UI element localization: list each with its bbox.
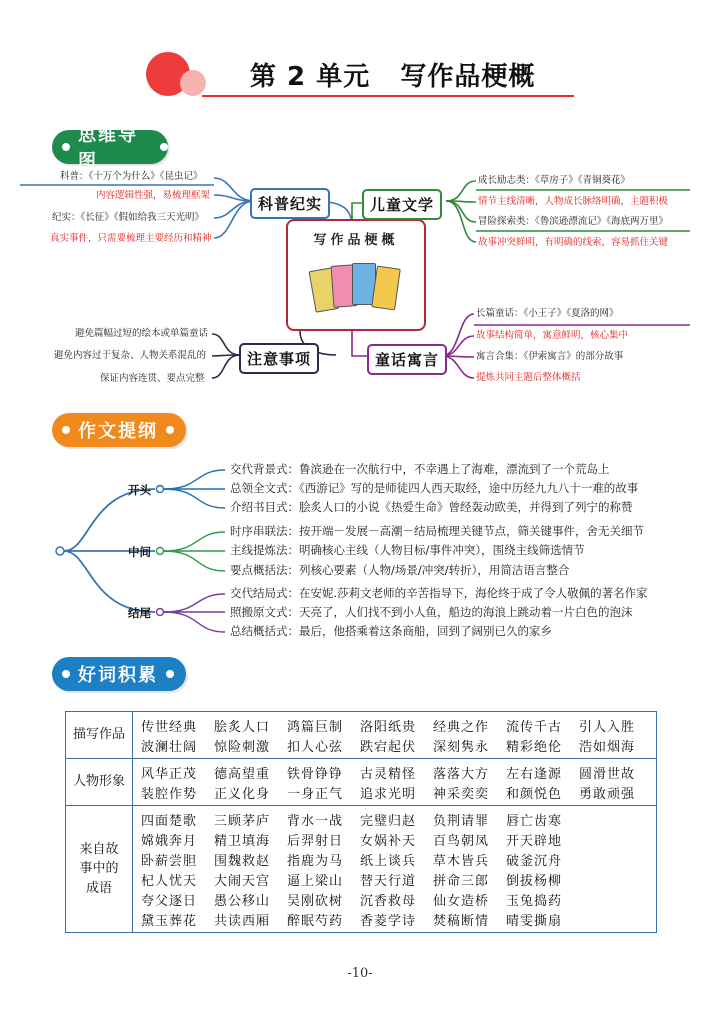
vocab-word: 醉眠芍药 [287,913,344,929]
leaf-text: 内容逻辑性强，易梳理框架 [96,190,211,201]
leaf-text: 成长励志类：《草房子》《青铜葵花》 [478,175,631,186]
vocab-word: 围魏救赵 [214,853,271,869]
vocab-word: 三顾茅庐 [214,813,271,829]
vocab-word: 德高望重 [214,766,271,782]
vocab-word: 共读西厢 [214,913,271,929]
vocab-word: 流传千古 [506,719,563,735]
outline-item: 交代背景式：鲁滨逊在一次航行中，不幸遇上了海难，漂流到了一个荒岛上 [230,462,610,476]
vocab-word: 逼上梁山 [287,873,344,889]
vocab-word: 脍炙人口 [214,719,271,735]
pill-dot-icon [166,426,174,434]
outline-group-label: 中间 [128,545,151,559]
table-row [66,759,657,806]
vocab-word: 跌宕起伏 [360,739,417,755]
outline-item: 交代结局式：在安妮.莎莉文老师的辛苦指导下，海伦终于成了令人敬佩的著名作家 [230,586,648,600]
vocab-category: 描写作品 [66,712,133,759]
leaf-text: 纪实：《长征》《假如给我三天光明》 [52,212,205,223]
vocab-word: 杞人忧天 [141,873,198,889]
vocab-word-row [141,715,652,735]
vocab-word: 惊险刺激 [214,739,271,755]
title-decoration-dot-small [180,70,206,96]
leaf-text: 情节主线清晰，人物成长脉络明确，主题积极 [478,196,669,207]
vocab-word: 装腔作势 [141,786,198,802]
vocab-word: 负荆请罪 [433,813,490,829]
vocab-word: 香菱学诗 [360,913,417,929]
book-cover-icon [371,266,401,311]
mindmap-center-title: 写作品梗概 [313,233,399,248]
vocab-word: 拼命三郎 [433,873,490,889]
outline-item: 时序串联法：按开端－发展－高潮－结局梳理关键节点，筛关键事件，舍无关细节 [230,524,644,538]
vocab-word: 破釜沉舟 [506,853,563,869]
section-outline-label: 作文提纲 [78,421,158,442]
vocab-word: 女娲补天 [360,833,417,849]
vocab-word: 黛玉葬花 [141,913,198,929]
pill-dot-icon [62,670,70,678]
vocab-word: 追求光明 [360,786,417,802]
vocab-word: 四面楚歌 [141,813,198,829]
leaf-text: 故事结构简单，寓意鲜明，核心集中 [476,330,629,341]
vocab-word: 勇敢顽强 [579,786,636,802]
vocab-word: 正义化身 [214,786,271,802]
section-vocab-label: 好词积累 [78,665,158,686]
vocab-word: 一身正气 [287,786,344,802]
vocab-word: 鸿篇巨制 [287,719,344,735]
mindmap-center-box [286,219,426,331]
section-vocab-pill [52,657,186,691]
section-outline-pill [52,413,186,447]
vocab-word: 经典之作 [433,719,490,735]
vocab-table [65,711,657,933]
vocab-word: 引人入胜 [579,719,636,735]
leaf-text: 寓言合集：《伊索寓言》的部分故事 [476,351,624,362]
outline-item: 总结概括式：最后，他搭乘着这条商船，回到了阔别已久的家乡 [230,624,552,638]
page-title: 第 2 单元 写作品梗概 [250,62,536,92]
vocab-word: 大闹天宫 [214,873,271,889]
vocab-word: 背水一战 [287,813,344,829]
page-number: -10- [347,966,373,981]
leaf-text: 故事冲突鲜明，有明确的线索，容易抓住关键 [478,237,669,248]
vocab-word-row [141,809,652,829]
branch-notes: 注意事项 [239,343,319,374]
vocab-word: 沉香救母 [360,893,417,909]
vocab-word: 精卫填海 [214,833,271,849]
outline-group-label: 开头 [128,483,151,497]
section-mindmap-pill [52,125,168,172]
vocab-words [133,712,657,759]
vocab-word: 古灵精怪 [360,766,417,782]
vocab-word: 仙女造桥 [433,893,490,909]
outline-item: 照搬原文式：天亮了，人们找不到小人鱼，船边的海浪上跳动着一片白色的泡沫 [230,605,633,619]
leaf-text: 科普：《十万个为什么》《昆虫记》 [60,171,203,182]
vocab-word: 夸父逐日 [141,893,198,909]
vocab-word: 唇亡齿寒 [506,813,563,829]
vocab-word: 愚公移山 [214,893,271,909]
vocab-word: 扣人心弦 [287,739,344,755]
outline-item: 介绍书目式：脍炙人口的小说《热爱生命》曾经轰动欧美，并得到了列宁的称赞 [230,500,633,514]
vocab-word: 焚稿断情 [433,913,490,929]
vocab-word: 玉兔捣药 [506,893,563,909]
table-row [66,806,657,933]
vocab-word: 精彩绝伦 [506,739,563,755]
leaf-text: 避免内容过于复杂、人物关系混乱的 [54,350,207,361]
vocab-word: 指鹿为马 [287,853,344,869]
section-mindmap-label: 思维导图 [78,125,138,172]
vocab-word-row [141,735,652,755]
vocab-word: 神采奕奕 [433,786,490,802]
vocab-word-row [141,869,652,889]
leaf-text: 避免篇幅过短的绘本或单篇童话 [75,328,209,339]
vocab-words [133,806,657,933]
outline-item: 主线提炼法：明确核心主线（人物目标/事件冲突），围绕主线筛选情节 [230,543,585,557]
vocab-word: 替天行道 [360,873,417,889]
leaf-text: 长篇童话：《小王子》《夏洛的网》 [476,308,619,319]
pill-dot-icon [160,143,168,151]
vocab-word: 波澜壮阔 [141,739,198,755]
title-underline [202,95,574,97]
outline-group-label: 结尾 [128,606,151,620]
vocab-words [133,759,657,806]
vocab-word: 和颜悦色 [506,786,563,802]
branch-fairy-tales-fables: 童话寓言 [367,344,447,375]
vocab-word: 圆滑世故 [579,766,636,782]
vocab-word: 风华正茂 [141,766,198,782]
vocab-word-row [141,762,652,782]
vocab-category: 来自故事中的成语 [66,806,133,933]
vocab-word: 卧薪尝胆 [141,853,198,869]
branch-children-literature: 儿童文学 [362,189,442,220]
vocab-word: 倒拔杨柳 [506,873,563,889]
leaf-text: 冒险探索类：《鲁滨逊漂流记》《海底两万里》 [478,216,669,227]
vocab-word: 晴雯撕扇 [506,913,563,929]
vocab-word-row [141,889,652,909]
pill-dot-icon [62,143,70,151]
vocab-word: 洛阳纸贵 [360,719,417,735]
vocab-word: 完璧归赵 [360,813,417,829]
vocab-category: 人物形象 [66,759,133,806]
vocab-word: 浩如烟海 [579,739,636,755]
table-row [66,712,657,759]
pill-dot-icon [166,670,174,678]
vocab-word: 草木皆兵 [433,853,490,869]
leaf-text: 真实事件，只需要梳理主要经历和精神 [50,233,212,244]
vocab-word-row [141,829,652,849]
vocab-word: 铁骨铮铮 [287,766,344,782]
vocab-word: 吴刚砍树 [287,893,344,909]
vocab-word: 深刻隽永 [433,739,490,755]
leaf-text: 保证内容连贯、要点完整 [100,373,205,384]
vocab-word: 百鸟朝凤 [433,833,490,849]
vocab-word: 嫦娥奔月 [141,833,198,849]
pill-dot-icon [62,426,70,434]
vocab-word: 开天辟地 [506,833,563,849]
vocab-word: 纸上谈兵 [360,853,417,869]
vocab-word: 左右逢源 [506,766,563,782]
outline-item: 要点概括法：列核心要素（人物/场景/冲突/转折），用简洁语言整合 [230,563,570,577]
outline-item: 总领全文式：《西游记》写的是师徒四人西天取经，途中历经九九八十一难的故事 [230,481,639,495]
vocab-word-row [141,909,652,929]
vocab-word: 落落大方 [433,766,490,782]
branch-science-nonfiction: 科普纪实 [250,188,330,219]
vocab-word: 传世经典 [141,719,198,735]
leaf-text: 提炼共同主题后整体概括 [476,372,581,383]
vocab-word-row [141,849,652,869]
vocab-word: 后羿射日 [287,833,344,849]
vocab-word-row [141,782,652,802]
